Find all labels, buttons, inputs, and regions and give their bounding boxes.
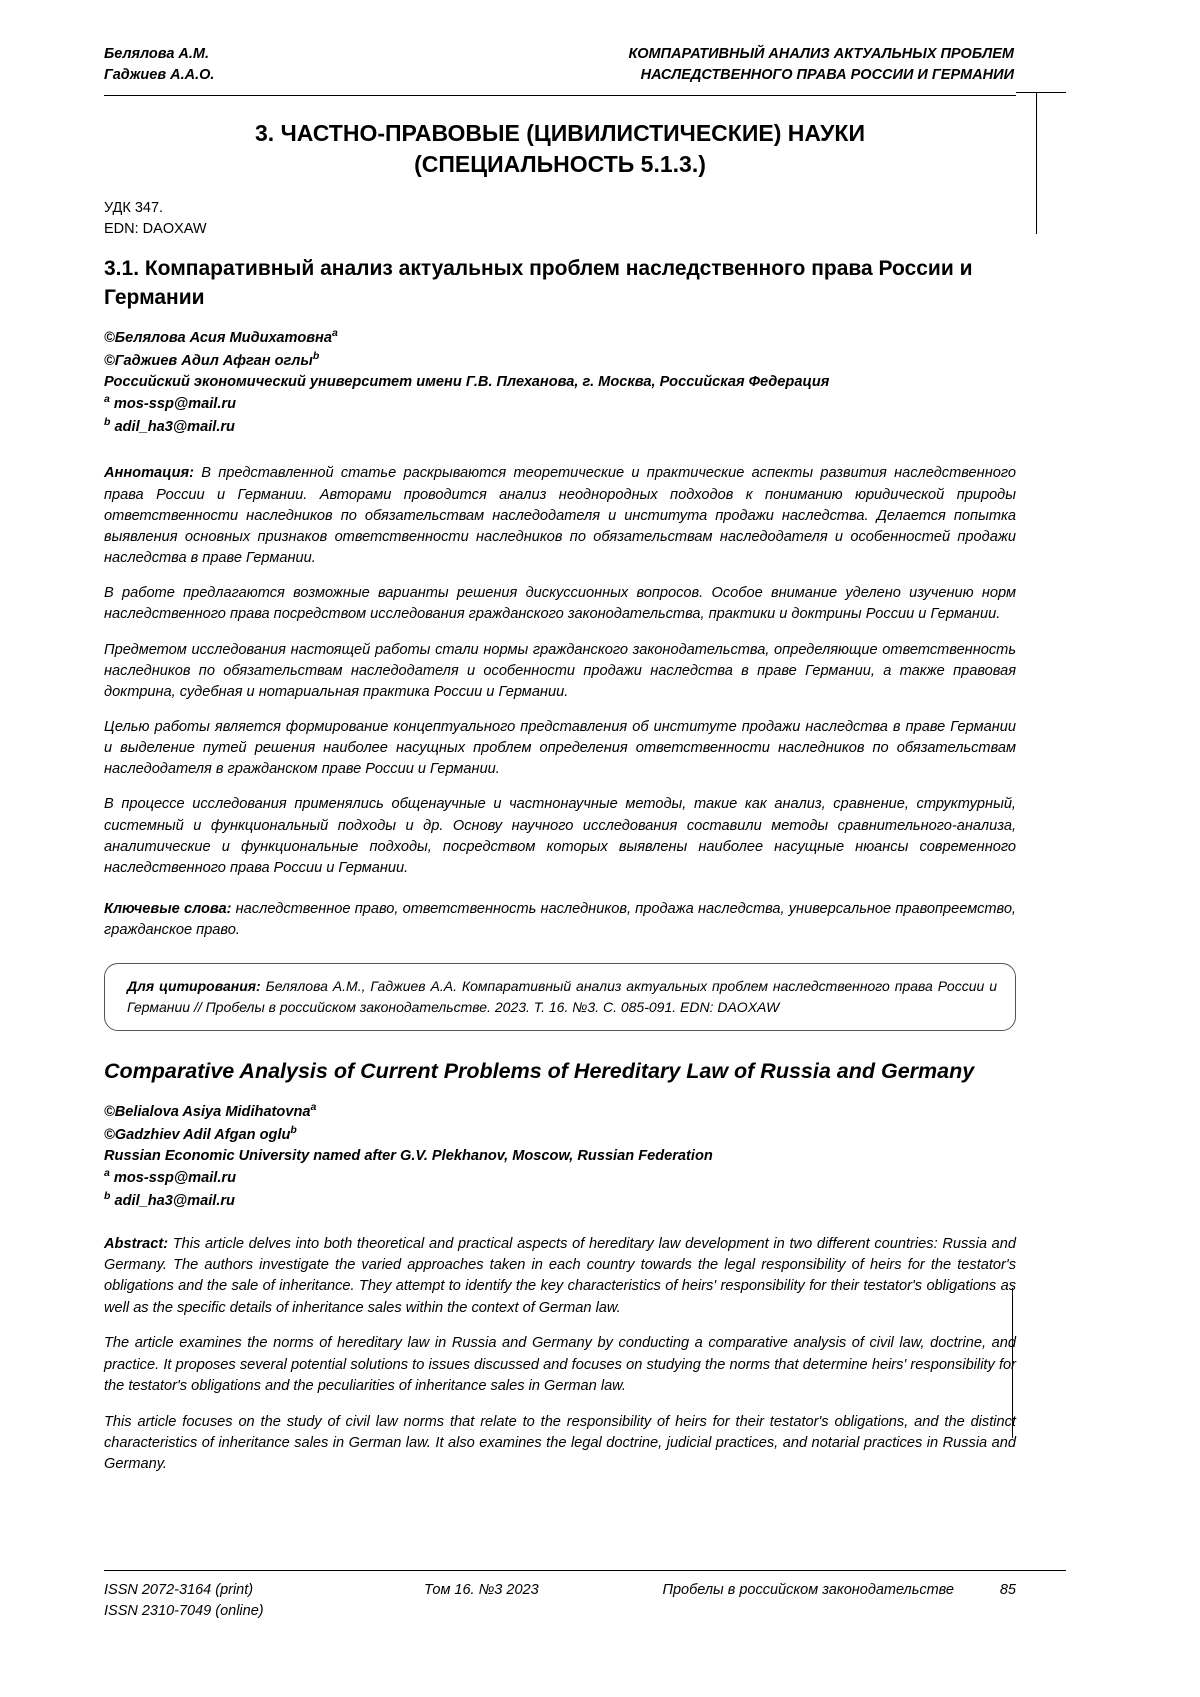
email-line-2-ru [104,415,1016,438]
page-content [104,0,1016,1476]
author-line-2-ru [104,349,1016,372]
citation-label: Для цитирования: [127,978,261,995]
running-head-title: КОМПАРАТИВНЫЙ АНАЛИЗ АКТУАЛЬНЫХ ПРОБЛЕМ НАСЛЕДСТВЕННОГО ПРАВА РОССИИ И ГЕРМАНИИ [628,46,1014,84]
author-1-mark-ru: a [332,327,338,340]
email-2-mark-ru: b [104,415,111,428]
email-1-mark-en: a [104,1167,110,1180]
abstract-text-ru-1: В представленной статье раскрываются теоретические и практические аспекты развития наследственного права России и Германии. Авторами проводится анализ неоднородных подходов к пониманию юридической природы ответственности наследников по обязательствам наследодателя и института продажи наследства. Делается попытка выявления основных признаков ответственности наследников по обязательствам наследодателя и особенностей продажи наследства в праве Германии. [104,465,1016,567]
abstract-label-ru: Аннотация: [104,465,194,482]
author-1-mark-en: a [310,1101,317,1114]
abstract-paragraph-ru: В работе предлагаются возможные варианты решения дискуссионных вопросов. Особое внимание уделено изучению норм наследственного права посредством исследования гражданского законодательства, практики и доктрины России и Германии. [104,585,1016,623]
footer-issn: ISSN 2072-3164 (print) ISSN 2310-7049 (online) [104,1582,264,1620]
abstract-label-en: Abstract: [104,1235,169,1252]
author-line-1-ru [104,326,1016,349]
scan-artifact-rule [1036,92,1037,234]
footer-volume: Том 16. №3 2023 [424,1582,539,1598]
abstract-paragraph-ru: Предметом исследования настоящей работы стали нормы гражданского законодательства, определяющие ответственность наследников по обязательствам наследодателя и особенности продажи наследства в праве Германии, а также правовая доктрина, судебная и нотариальная практика России и Германии. [104,641,1016,700]
keywords-ru [104,899,1016,941]
citation-text: Белялова А.М., Гаджиев А.А. Компаративный анализ актуальных проблем наследственного права России и Германии // Пробелы в российском законодательстве. 2023. Т. 16. №3. С. 085-091. EDN: DAOXAW [127,978,998,1015]
keywords-label-ru: Ключевые слова: [104,901,232,918]
abstract-paragraph-ru: Целью работы является формирование концептуального представления об институте продажи наследства в праве Германии и выделение путей решения наиболее насущных проблем определения ответственности наследников по обязательствам наследодателя в гражданском праве России и Германии. [104,718,1016,778]
abstract-paragraph-en: The article examines the norms of hereditary law in Russia and Germany by conducting a comparative analysis of civil law, doctrine, and practice. It proposes several potential solutions to issues discussed and focuses on studying the norms that determine heirs' responsibility for the testator's obligations and the peculiarities of inheritance sales in German law. [104,1335,1016,1395]
author-2-name-en: ©Gadzhiev Adil Afgan oglu [104,1126,291,1143]
header-divider [104,95,1016,96]
page-footer [104,1580,1016,1622]
email-line-1-en [104,1166,1016,1189]
abstract-paragraph-en: This article focuses on the study of civil law norms that relate to the responsibility of heirs for their testator's obligations, and the distinct characteristics of inheritance sales in German law. It also examines the legal doctrine, judicial practices, and notarial practices in Russia and Germany. [104,1413,1016,1473]
author-2-name-ru: ©Гаджиев Адил Афган оглы [104,352,313,369]
email-1-mark-ru: a [104,393,110,406]
scan-artifact-rule [1016,92,1066,93]
email-line-2-en [104,1189,1016,1212]
identifiers-block: УДК 347. EDN: DAOXAW [104,200,207,237]
citation-box [104,963,1016,1031]
author-1-name-en: ©Belialova Asiya Midihatovna [104,1104,311,1121]
abstract-paragraph-en [104,1234,1016,1320]
scan-artifact-rule [1016,1570,1066,1571]
affiliation-ru: Российский экономический университет имени Г.В. Плеханова, г. Москва, Российская Федерация [104,373,830,390]
footer-page-number: 85 [999,1582,1016,1598]
footer-divider [104,1570,1016,1571]
article-title-ru: 3.1. Компаративный анализ актуальных проблем наследственного права России и Германии [104,257,973,309]
author-line-2-en [104,1123,1016,1146]
abstract-paragraph-ru: В процессе исследования применялись общенаучные и частнонаучные методы, такие как анализ, сравнение, структурный, системный и функциональный подходы и др. Основу научного исследования составили методы сравнительного-анализа, аналитические и функциональные подходы, посредством которых выявлены наиболее насущные нюансы современного наследственного права России и Германии. [104,796,1016,876]
running-head [104,0,1016,86]
author-line-1-en [104,1100,1016,1123]
authors-block-en [104,1100,1016,1211]
keywords-text-ru: наследственное право, ответственность наследников, продажа наследства, универсальное правопреемство, гражданское право. [104,901,1016,939]
scan-artifact-rule [1012,1288,1013,1438]
authors-block-ru [104,326,1016,437]
email-2-en[interactable]: adil_ha3@mail.ru [114,1192,235,1209]
affiliation-en: Russian Economic University named after G.V. Plekhanov, Moscow, Russian Federation [104,1147,713,1164]
author-2-mark-ru: b [312,349,320,362]
running-head-authors: Белялова А.М. Гаджиев А.А.О. [104,46,215,84]
author-1-name-ru: ©Белялова Асия Мидихатовна [104,330,332,347]
email-1-en[interactable]: mos-ssp@mail.ru [113,1170,237,1187]
article-title-en: Comparative Analysis of Current Problems of Hereditary Law of Russia and Germany [104,1059,975,1084]
email-line-1-ru [104,392,1016,415]
email-2-ru[interactable]: adil_ha3@mail.ru [114,418,235,435]
section-title: 3. ЧАСТНО-ПРАВОВЫЕ (ЦИВИЛИСТИЧЕСКИЕ) НАУКИ (СПЕЦИАЛЬНОСТЬ 5.1.3.) [255,120,865,178]
abstract-text-en-1: This article delves into both theoretical and practical aspects of hereditary law development in two different countries: Russia and Germany. The authors investigate the varied approaches taken in each country towards the legal responsibility of heirs for the testator's obligations and the sale of inheritance. They attempt to identify the key characteristics of heirs' responsibility for their testator's obligations as well as the specific details of inheritance sales within the context of German law. [104,1235,1016,1316]
footer-journal-name: Пробелы в российском законодательстве [662,1582,954,1598]
abstract-paragraph-ru [104,463,1016,569]
email-2-mark-en: b [104,1189,111,1202]
author-2-mark-en: b [290,1124,297,1137]
email-1-ru[interactable]: mos-ssp@mail.ru [113,396,237,413]
